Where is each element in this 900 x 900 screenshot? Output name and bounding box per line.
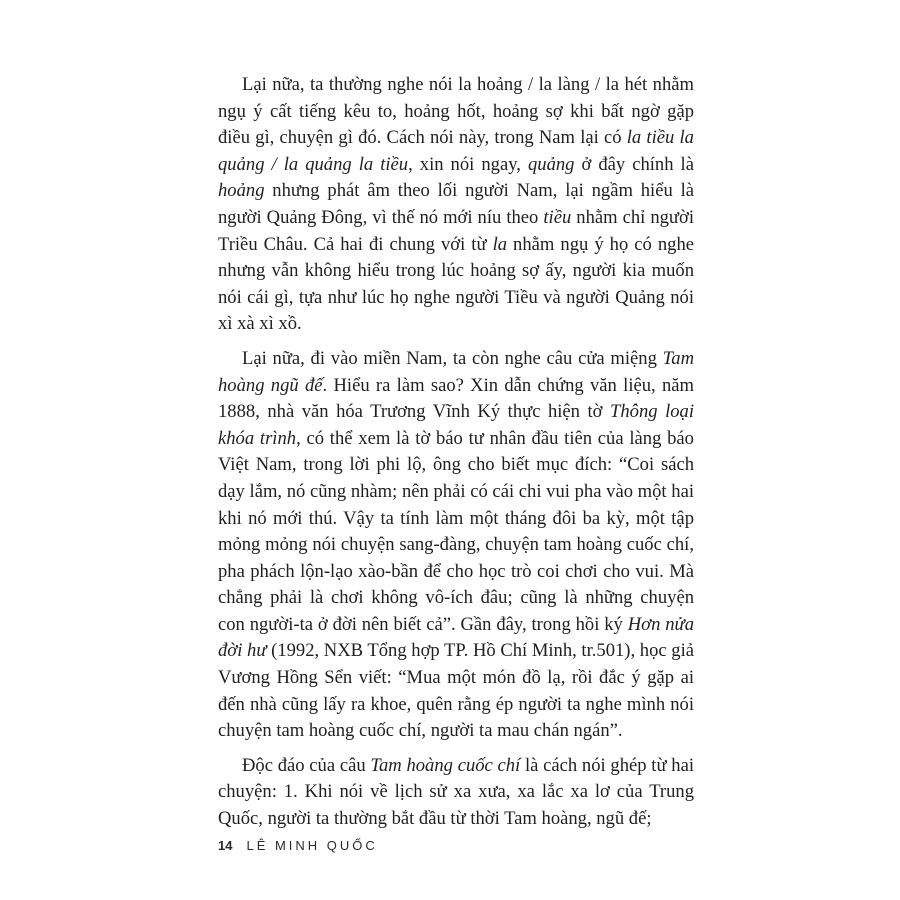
italic-run: Tam hoàng ngũ đế [218,347,694,396]
text-run: nhằm ngụ ý họ có nghe nhưng vẫn không hiểu trong lúc hoảng sợ ấy, người kia muốn nói cái gì, tựa như lúc họ nghe người Tiều và người Quảng nói xì xà xì xồ. [218,233,694,335]
page-number: 14 [218,838,233,853]
italic-run: quảng [527,153,575,175]
running-author: LÊ MINH QUỐC [246,838,378,853]
text-run: Lại nữa, ta thường nghe nói la hoảng / la làng / la hét nhằm ngụ ý cất tiếng kêu to, hoảng hốt, hoảng sợ khi bất ngờ gặp điều gì, chuyện gì đó. Cách nói này, trong Nam lại có [218,74,694,149]
italic-run: Tam hoàng cuốc chí [370,754,521,776]
text-run: (1992, NXB Tổng hợp TP. Hồ Chí Minh, tr.501), học giả Vương Hồng Sển viết: “Mua một món đồ lạ, rồi đắc ý gặp ai đến nhà cũng lấy ra khoe, quên rằng ép người ta nghe mình nói chuyện tam hoàng cuốc chí, người ta mau chán ngán”. [218,640,694,742]
text-run: ở đây chính là [574,153,694,175]
italic-run: hoảng [218,180,265,202]
paragraph-1 [218,72,694,338]
text-run: , xin nói ngay, [408,153,528,175]
text-run: nhưng phát âm theo lối người Nam, lại ngầm hiểu là người Quảng Đông, vì thế nó mới níu theo [218,180,694,228]
text-run: là cách nói ghép từ hai chuyện: 1. Khi nói về lịch sử xa xưa, xa lắc xa lơ của Trung Quốc, người ta thường bắt đầu từ thời Tam hoàng, ngũ đế; [218,754,694,830]
body-text [218,72,694,833]
italic-run: la tiều la quảng / la quảng la tiều [218,127,694,175]
text-run: Lại nữa, đi vào miền Nam, ta còn nghe câu cửa miệng [242,347,663,369]
paragraph-3 [218,753,694,833]
italic-run: Hơn nửa đời hư [218,613,694,662]
text-run: , có thể xem là tờ báo tư nhân đầu tiên của làng báo Việt Nam, trong lời phi lộ, ông cho biết mục đích: “Coi sách dạy lắm, nó cũng nhàm; nên phải có cái chi vui pha vào một hai khi nó mới thú. Vậy ta tính làm một tháng đôi ba kỳ, một tập mỏng mỏng nói chuyện sang-đàng, chuyện tam hoàng cuốc chí, pha phách lộn-lạo xào-bần để cho học trò coi chơi cho vui. Mà chẳng phải là chơi không vô-ích đâu; cũng là những chuyện con người-ta ở đời nên biết cả”. Gần đây, trong hồi ký [218,427,694,635]
italic-run: Thông loại khóa trình [218,401,694,449]
text-run: . Hiểu ra làm sao? Xin dẫn chứng văn liệu, năm 1888, nhà văn hóa Trương Vĩnh Ký thực hiện tờ [218,374,694,423]
italic-run: tiều [543,206,572,228]
paragraph-2 [218,346,694,745]
text-run: Độc đáo của câu [242,754,371,776]
italic-run: la [492,233,508,255]
text-run: nhằm chỉ người Triều Châu. Cả hai đi chung với từ [218,206,694,255]
page-footer [218,838,378,853]
